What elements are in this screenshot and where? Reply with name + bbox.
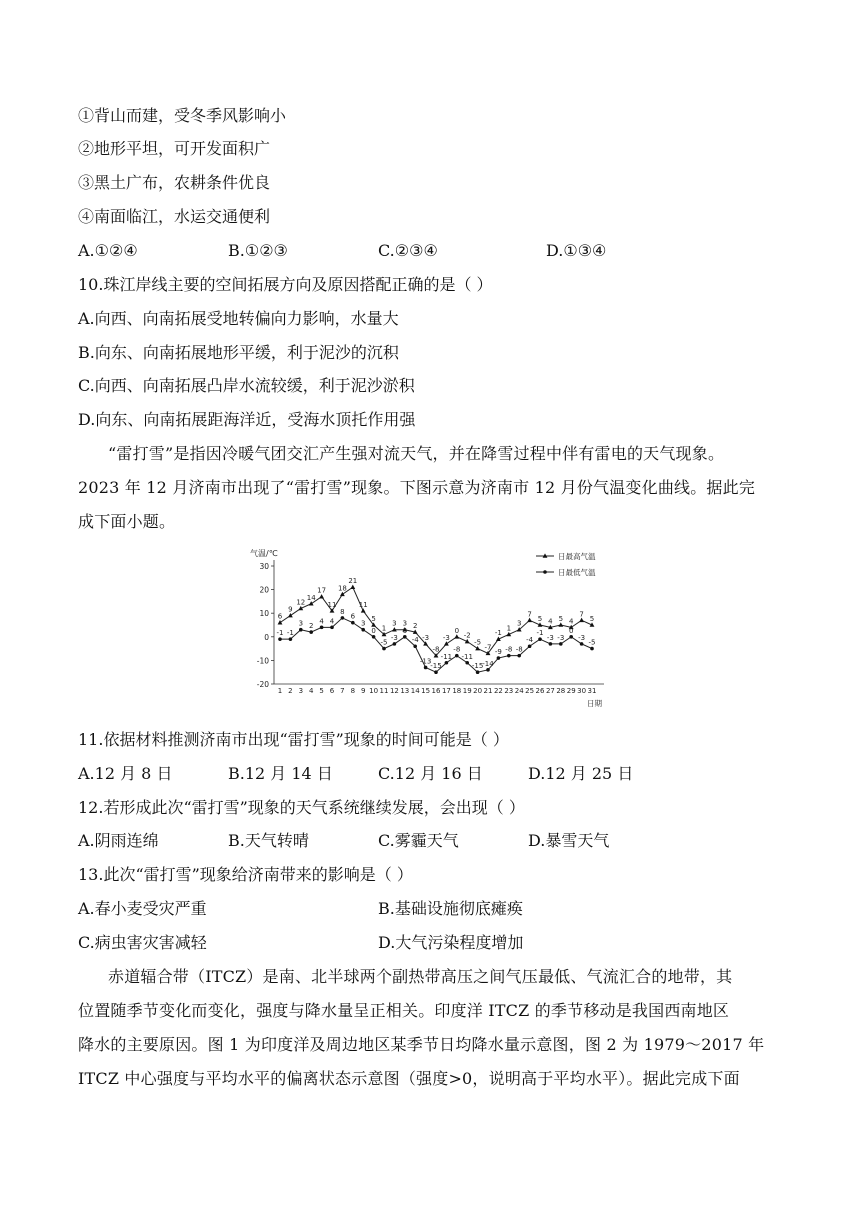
min-temp-label: -15	[471, 662, 484, 671]
min-temp-label: -13	[419, 657, 432, 666]
x-tick-label: 3	[298, 687, 304, 695]
q11-option-b[interactable]: B.12 月 14 日	[228, 764, 333, 783]
q12-stem: 12.若形成此次“雷打雪”现象的天气系统继续发展，会出现（ ）	[78, 798, 525, 817]
min-temp-label: 0	[371, 626, 376, 635]
q13-stem: 13.此次“雷打雪”现象给济南带来的影响是（ ）	[78, 865, 413, 884]
min-temp-label: 3	[360, 619, 366, 628]
min-temp-point	[434, 670, 438, 674]
q12-option-c[interactable]: C.雾霾天气	[378, 831, 459, 850]
min-temp-point	[559, 642, 563, 646]
max-temp-label: 3	[516, 619, 522, 628]
x-tick-label: 25	[525, 687, 535, 695]
x-tick-label: 22	[493, 687, 503, 695]
max-temp-label: -7	[484, 643, 492, 652]
min-temp-label: 4	[319, 617, 324, 626]
max-temp-label: 9	[288, 605, 293, 614]
x-tick-label: 21	[483, 687, 493, 695]
x-tick-label: 11	[379, 687, 389, 695]
statement-3: ③黑土广布，农耕条件优良	[78, 173, 271, 192]
min-temp-label: -5	[380, 638, 388, 647]
max-temp-label: -5	[474, 638, 482, 647]
max-temp-label: 21	[348, 577, 358, 586]
min-temp-label: -4	[526, 636, 534, 645]
x-tick-label: 17	[441, 687, 451, 695]
max-temp-label: 4	[548, 617, 553, 626]
min-temp-point	[289, 637, 293, 641]
y-tick-label: 20	[259, 585, 269, 595]
passage2-line1: 赤道辐合带（ITCZ）是南、北半球两个副热带高压之间气压最低、气流汇合的地带，其	[108, 967, 733, 986]
x-tick-label: 16	[431, 687, 441, 695]
min-temp-label: 8	[340, 607, 345, 616]
x-tick-label: 12	[389, 687, 399, 695]
min-temp-point	[507, 654, 511, 658]
min-temp-point	[382, 647, 386, 651]
min-temp-label: -3	[578, 633, 586, 642]
q9-option-d[interactable]: D.①③④	[546, 241, 607, 260]
min-temp-point	[413, 644, 417, 648]
min-temp-label: 4	[329, 617, 335, 626]
max-temp-point	[361, 608, 366, 612]
y-tick-label: -10	[256, 656, 269, 666]
x-tick-label: 1	[277, 687, 283, 695]
q12-option-d[interactable]: D.暴雪天气	[528, 831, 610, 850]
x-tick-label: 29	[566, 687, 576, 695]
min-temp-label: -3	[546, 633, 554, 642]
q10-option-b[interactable]: B.向东、向南拓展地形平缓，利于泥沙的沉积	[78, 343, 399, 362]
min-temp-point	[403, 635, 407, 639]
min-temp-label: -11	[461, 652, 473, 661]
x-tick-label: 23	[504, 687, 514, 695]
max-temp-label: 7	[527, 610, 532, 619]
x-tick-label: 10	[369, 687, 379, 695]
min-temp-point	[549, 642, 553, 646]
x-tick-label: 30	[577, 687, 587, 695]
q13-option-a[interactable]: A.春小麦受灾严重	[78, 899, 207, 918]
min-temp-label: -8	[515, 645, 523, 654]
min-temp-point	[486, 668, 490, 672]
x-tick-label: 28	[556, 687, 566, 695]
min-temp-point	[278, 637, 282, 641]
max-temp-point	[579, 618, 584, 622]
q13-option-d[interactable]: D.大气污染程度增加	[378, 933, 524, 952]
x-tick-label: 15	[421, 687, 431, 695]
max-temp-point	[475, 646, 480, 650]
x-tick-label: 26	[535, 687, 545, 695]
q12-option-a[interactable]: A.阴雨连绵	[78, 831, 159, 850]
min-temp-point	[330, 626, 334, 630]
x-tick-label: 19	[462, 687, 472, 695]
temperature-chart	[244, 544, 616, 714]
min-temp-label: 0	[402, 626, 408, 635]
y-tick-label: 0	[264, 632, 269, 642]
x-tick-label: 24	[514, 687, 524, 695]
passage2-line2: 位置随季节变化而变化，强度与降水量呈正相关。印度洋 ITCZ 的季节移动是我国西南地区	[78, 1001, 730, 1020]
passage1-line3: 成下面小题。	[78, 512, 176, 531]
max-temp-label: 5	[589, 615, 595, 623]
max-temp-label: -2	[463, 631, 471, 640]
legend-marker-min	[543, 570, 547, 574]
max-temp-label: 5	[371, 615, 376, 623]
min-temp-point	[351, 621, 355, 625]
max-temp-point	[558, 622, 563, 626]
passage1-line1: “雷打雪”是指因冷暖气团交汇产生强对流天气，并在降雪过程中伴有雷电的天气现象。	[108, 444, 725, 463]
min-temp-label: -1	[276, 629, 284, 638]
y-tick-label: -20	[256, 680, 269, 689]
x-tick-label: 18	[452, 687, 462, 695]
max-temp-label: 2	[412, 622, 418, 631]
min-temp-label: -5	[588, 638, 596, 647]
max-temp-label: -3	[422, 633, 430, 642]
max-temp-point	[278, 620, 283, 624]
min-temp-label: 3	[298, 619, 304, 628]
max-temp-label: 14	[306, 593, 316, 602]
max-temp-label: 3	[402, 619, 408, 628]
q10-option-c[interactable]: C.向西、向南拓展凸岸水流较缓，利于泥沙淤积	[78, 376, 415, 395]
x-tick-label: 8	[350, 687, 356, 695]
min-temp-label: -15	[430, 662, 442, 671]
min-temp-point	[372, 635, 376, 639]
min-temp-label: -8	[505, 645, 513, 654]
min-temp-label: -11	[440, 652, 453, 661]
q11-stem: 11.依据材料推测济南市出现“雷打雪”现象的时间可能是（ ）	[78, 730, 509, 749]
max-temp-point	[454, 634, 459, 638]
min-temp-point	[590, 647, 594, 651]
q12-option-b[interactable]: B.天气转晴	[228, 831, 309, 850]
x-tick-label: 5	[319, 687, 324, 695]
min-temp-point	[528, 644, 532, 648]
min-temp-point	[580, 642, 584, 646]
min-temp-point	[455, 654, 459, 658]
legend-label-max: 日最高气温	[558, 552, 596, 561]
x-tick-label: 9	[360, 687, 366, 695]
x-tick-label: 20	[473, 687, 483, 695]
q9-option-a[interactable]: A.①②④	[78, 241, 138, 260]
min-temp-point	[538, 637, 542, 641]
min-temp-label: -8	[453, 645, 461, 654]
min-temp-label: 0	[568, 626, 574, 635]
max-temp-point	[527, 618, 532, 622]
min-temp-point	[517, 654, 521, 658]
y-tick-label: 10	[259, 609, 269, 619]
max-temp-point	[309, 601, 314, 605]
min-temp-point	[445, 661, 449, 665]
min-temp-label: -1	[286, 629, 294, 638]
q11-option-a[interactable]: A.12 月 8 日	[78, 764, 173, 783]
min-temp-label: -4	[411, 636, 419, 645]
min-temp-point	[309, 630, 313, 634]
max-temp-label: 12	[296, 598, 306, 607]
q13-option-b[interactable]: B.基础设施彻底瘫痪	[378, 899, 523, 918]
min-temp-point	[341, 616, 345, 620]
y-tick-label: 30	[259, 562, 269, 571]
max-temp-label: 3	[392, 619, 397, 628]
min-temp-label: -3	[557, 633, 565, 642]
x-tick-label: 27	[545, 687, 555, 695]
min-temp-point	[393, 642, 397, 646]
q9-option-b[interactable]: B.①②③	[228, 241, 288, 260]
legend-label-min: 日最低气温	[558, 568, 596, 577]
q11-option-c[interactable]: C.12 月 16 日	[378, 764, 483, 783]
min-temp-label: -1	[536, 629, 544, 638]
max-temp-label: 11	[327, 600, 337, 609]
max-temp-label: 5	[558, 615, 564, 623]
chart-legend	[536, 551, 596, 577]
max-temp-point	[319, 594, 324, 598]
x-tick-label: 2	[288, 687, 293, 695]
min-temp-point	[476, 670, 480, 674]
max-temp-label: 6	[277, 612, 283, 621]
chart-series	[277, 577, 596, 674]
max-temp-label: -1	[494, 629, 502, 638]
q10-option-a[interactable]: A.向西、向南拓展受地转偏向力影响，水量大	[78, 309, 399, 328]
min-temp-point	[299, 628, 303, 632]
x-tick-label: 13	[400, 687, 410, 695]
q9-option-c[interactable]: C.②③④	[378, 241, 438, 260]
statement-2: ②地形平坦，可开发面积广	[78, 139, 271, 158]
max-temp-point	[288, 613, 293, 617]
max-temp-label: -3	[442, 633, 450, 642]
passage2-line4: ITCZ 中心强度与平均水平的偏离状态示意图（强度>0，说明高于平均水平）。据此完成下面	[78, 1069, 740, 1088]
max-temp-label: 5	[537, 615, 543, 623]
min-temp-point	[424, 666, 428, 670]
max-temp-label: -8	[432, 645, 440, 654]
min-temp-label: -14	[482, 659, 494, 668]
q11-option-d[interactable]: D.12 月 25 日	[528, 764, 634, 783]
min-temp-label: -9	[494, 648, 502, 657]
x-axis-label: 日期	[587, 699, 602, 708]
max-temp-label: 1	[506, 624, 512, 633]
min-temp-label: 6	[350, 612, 356, 621]
max-temp-label: 4	[568, 617, 574, 626]
min-temp-label: -3	[390, 633, 398, 642]
min-temp-point	[361, 628, 365, 632]
min-temp-label: 2	[308, 622, 314, 631]
max-temp-point	[350, 585, 355, 589]
q10-stem: 10.珠江岸线主要的空间拓展方向及原因搭配正确的是（ ）	[78, 275, 493, 294]
x-tick-label: 4	[308, 687, 314, 695]
statement-4: ④南面临江，水运交通便利	[78, 207, 271, 226]
max-temp-label: 1	[381, 624, 387, 633]
y-axis-label: 气温/℃	[250, 549, 278, 558]
x-tick-label: 31	[587, 687, 597, 695]
passage1-line2: 2023 年 12 月济南市出现了“雷打雪”现象。下图示意为济南市 12 月份气温变化曲线。据此完	[78, 478, 756, 497]
q13-option-c[interactable]: C.病虫害灾害减轻	[78, 933, 207, 952]
max-temp-label: 11	[358, 600, 368, 609]
min-temp-point	[497, 656, 501, 660]
max-temp-point	[444, 641, 449, 645]
min-temp-point	[320, 626, 324, 630]
min-temp-point	[465, 661, 469, 665]
min-temp-point	[569, 635, 573, 639]
x-tick-label: 7	[340, 687, 345, 695]
max-temp-label: 17	[317, 586, 327, 595]
max-temp-label: 0	[454, 626, 460, 635]
max-temp-point	[340, 592, 345, 596]
x-tick-label: 6	[329, 687, 335, 695]
passage2-line3: 降水的主要原因。图 1 为印度洋及周边地区某季节日均降水量示意图，图 2 为 1979～2017 年	[78, 1035, 765, 1054]
statement-1: ①背山而建，受冬季风影响小	[78, 106, 287, 125]
x-tick-label: 14	[410, 687, 420, 695]
max-temp-label: 7	[579, 610, 584, 619]
q10-option-d[interactable]: D.向东、向南拓展距海洋近，受海水顶托作用强	[78, 410, 416, 429]
max-temp-label: 18	[337, 584, 347, 593]
